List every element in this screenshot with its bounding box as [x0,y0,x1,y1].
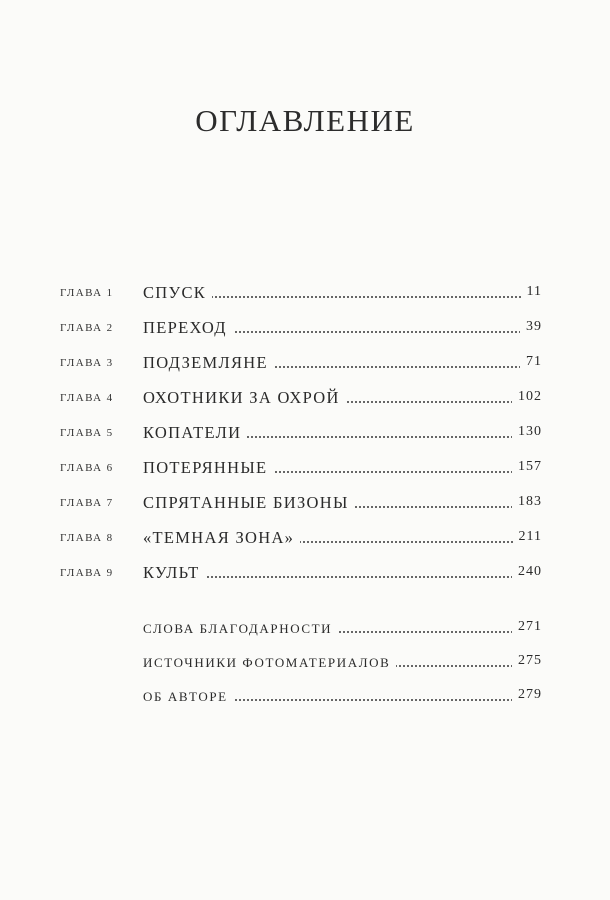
chapter-title: ПЕРЕХОД [143,318,233,338]
chapter-number: ГЛАВА 3 [60,357,114,369]
chapter-number: ГЛАВА 6 [60,462,114,474]
page-number: 211 [513,529,542,545]
page-number: 271 [512,619,542,635]
toc-entry[interactable] [0,686,610,708]
chapter-number: ГЛАВА 7 [60,497,114,509]
toc-entry[interactable] [0,493,610,515]
toc-entry[interactable] [0,652,610,674]
page-number: 279 [512,687,542,703]
chapter-number: ГЛАВА 1 [60,287,114,299]
chapter-title: СПРЯТАННЫЕ БИЗОНЫ [143,493,355,513]
chapter-title: «ТЕМНАЯ ЗОНА» [143,528,300,548]
page-number: 71 [520,354,542,370]
section-title: ОБ АВТОРЕ [143,689,234,705]
section-title: ИСТОЧНИКИ ФОТОМАТЕРИАЛОВ [143,655,396,671]
chapter-number: ГЛАВА 4 [60,392,114,404]
page-number: 39 [520,319,542,335]
page-title: ОГЛАВЛЕНИЕ [195,103,415,138]
page-number: 183 [512,494,542,510]
toc-entry[interactable] [0,283,610,305]
chapter-title: ПОДЗЕМЛЯНЕ [143,353,274,373]
chapter-title: ОХОТНИКИ ЗА ОХРОЙ [143,388,346,408]
toc-entry[interactable] [0,528,610,550]
page-number: 102 [512,389,542,405]
page-number: 11 [521,284,542,300]
toc-entry[interactable] [0,563,610,585]
chapter-title: КОПАТЕЛИ [143,423,247,443]
chapter-number: ГЛАВА 2 [60,322,114,334]
chapter-number: ГЛАВА 9 [60,567,114,579]
page-number: 240 [512,564,542,580]
chapter-title: КУЛЬТ [143,563,206,583]
page-number: 130 [512,424,542,440]
toc-entry[interactable] [0,458,610,480]
chapter-number: ГЛАВА 8 [60,532,114,544]
toc-entry[interactable] [0,353,610,375]
page-number: 157 [512,459,542,475]
toc-entry[interactable] [0,318,610,340]
chapter-title: ПОТЕРЯННЫЕ [143,458,273,478]
toc-entry[interactable] [0,388,610,410]
section-title: СЛОВА БЛАГОДАРНОСТИ [143,621,338,637]
chapter-number: ГЛАВА 5 [60,427,114,439]
toc-entry[interactable] [0,618,610,640]
toc-entry[interactable] [0,423,610,445]
page-number: 275 [512,653,542,669]
chapter-title: СПУСК [143,283,212,303]
